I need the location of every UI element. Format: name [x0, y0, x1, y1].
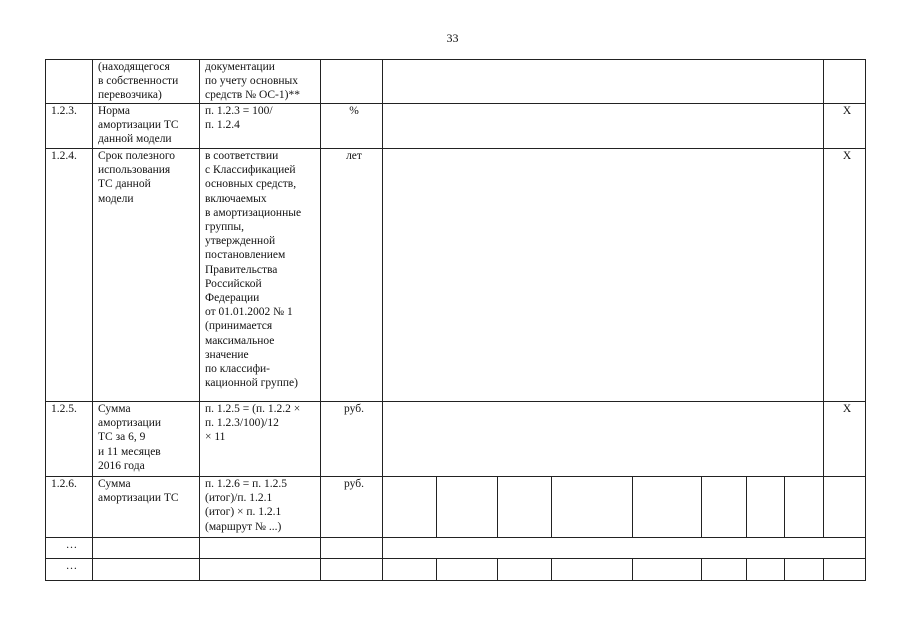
indicator-formula: п. 1.2.6 = п. 1.2.5 (итог)/п. 1.2.1 (итог) × п. 1.2.1 (маршрут № ...) [200, 477, 321, 538]
table-row [46, 149, 866, 402]
route-value-cell [383, 477, 437, 538]
indicator-name: Норма амортизации ТС данной модели [93, 104, 200, 149]
route-value-cell [747, 559, 785, 581]
merged-value-cell [383, 60, 824, 104]
indicator-formula: п. 1.2.5 = (п. 1.2.2 × п. 1.2.3/100)/12 × 11 [200, 402, 321, 477]
total-mark: X [824, 149, 866, 402]
total-value-cell [824, 559, 866, 581]
route-value-cell [552, 477, 633, 538]
empty-cell [93, 559, 200, 581]
row-number: 1.2.6. [46, 477, 93, 538]
empty-cell [321, 559, 383, 581]
total-mark: X [824, 402, 866, 477]
table-row [46, 477, 866, 538]
row-number: 1.2.4. [46, 149, 93, 402]
row-number: 1.2.5. [46, 402, 93, 477]
continuation-ellipsis: … [46, 559, 93, 581]
empty-cell [200, 559, 321, 581]
route-value-cell [498, 559, 552, 581]
route-value-cell [747, 477, 785, 538]
merged-value-cell [383, 104, 824, 149]
table-row [46, 559, 866, 581]
route-value-cell [498, 477, 552, 538]
route-value-cell [383, 559, 437, 581]
indicator-name: Срок полезного использования ТС данной модели [93, 149, 200, 402]
row-number [46, 60, 93, 104]
unit-of-measure: руб. [321, 402, 383, 477]
total-mark: X [824, 104, 866, 149]
empty-cell [383, 538, 866, 559]
indicator-formula: документации по учету основных средств № ОС-1)** [200, 60, 321, 104]
table-row [46, 402, 866, 477]
route-value-cell [633, 477, 702, 538]
merged-value-cell [383, 402, 824, 477]
continuation-ellipsis: … [46, 538, 93, 559]
table-row [46, 60, 866, 104]
total-mark [824, 60, 866, 104]
route-value-cell [437, 559, 498, 581]
route-value-cell [437, 477, 498, 538]
row-number: 1.2.3. [46, 104, 93, 149]
unit-of-measure [321, 60, 383, 104]
unit-of-measure: руб. [321, 477, 383, 538]
table-row [46, 538, 866, 559]
unit-of-measure: % [321, 104, 383, 149]
route-value-cell [702, 559, 747, 581]
table-row [46, 104, 866, 149]
indicator-formula: п. 1.2.3 = 100/ п. 1.2.4 [200, 104, 321, 149]
cost-calculation-table [45, 59, 866, 581]
total-value-cell [824, 477, 866, 538]
unit-of-measure: лет [321, 149, 383, 402]
empty-cell [321, 538, 383, 559]
route-value-cell [702, 477, 747, 538]
route-value-cell [633, 559, 702, 581]
page-number: 33 [446, 31, 459, 45]
route-value-cell [785, 559, 824, 581]
indicator-name: Сумма амортизации ТС [93, 477, 200, 538]
indicator-formula: в соответствии с Классификацией основных средств, включаемых в амортизационные группы, утвержденной постановлением Правительства Российской Федерации от 01.01.2002 № 1 (принимается максимальное значение по классифи- кационной группе) [200, 149, 321, 402]
merged-value-cell [383, 149, 824, 402]
indicator-name: (находящегося в собственности перевозчика) [93, 60, 200, 104]
indicator-name: Сумма амортизации ТС за 6, 9 и 11 месяцев 2016 года [93, 402, 200, 477]
empty-cell [93, 538, 200, 559]
route-value-cell [552, 559, 633, 581]
empty-cell [200, 538, 321, 559]
route-value-cell [785, 477, 824, 538]
